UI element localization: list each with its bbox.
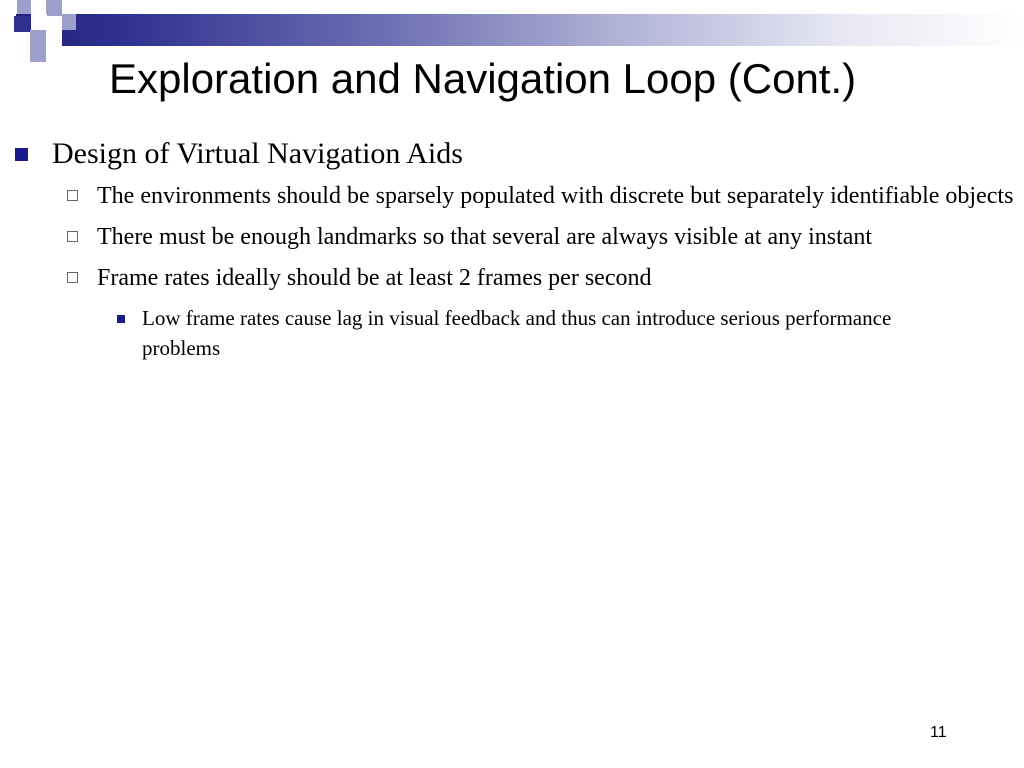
filled-square-bullet-icon xyxy=(15,148,28,161)
hollow-square-bullet-icon xyxy=(67,231,78,242)
hollow-square-bullet-icon xyxy=(67,190,78,201)
bullet-level2 xyxy=(0,262,1024,295)
bullet-text: Design of Virtual Navigation Aids xyxy=(52,137,463,170)
decorative-squares xyxy=(0,0,80,64)
bullet-level1 xyxy=(0,134,1024,174)
bullet-text: Frame rates ideally should be at least 2 frames per second xyxy=(97,265,652,291)
bullet-text: The environments should be sparsely populated with discrete but separately identifiable objects xyxy=(97,183,1014,209)
bullet-text: There must be enough landmarks so that several are always visible at any instant xyxy=(97,224,873,250)
bullet-level2 xyxy=(0,180,1024,213)
hollow-square-bullet-icon xyxy=(67,272,78,283)
bullet-level3 xyxy=(0,303,1024,363)
header-gradient-bar xyxy=(0,14,1024,46)
bullet-level2 xyxy=(0,221,1024,254)
small-square-bullet-icon xyxy=(117,315,125,323)
page-number: 11 xyxy=(930,724,947,741)
slide-title: Exploration and Navigation Loop (Cont.) xyxy=(109,55,857,102)
bullet-list xyxy=(0,134,1024,363)
bullet-text: Low frame rates cause lag in visual feedback and thus can introduce serious performance problems xyxy=(142,306,892,360)
